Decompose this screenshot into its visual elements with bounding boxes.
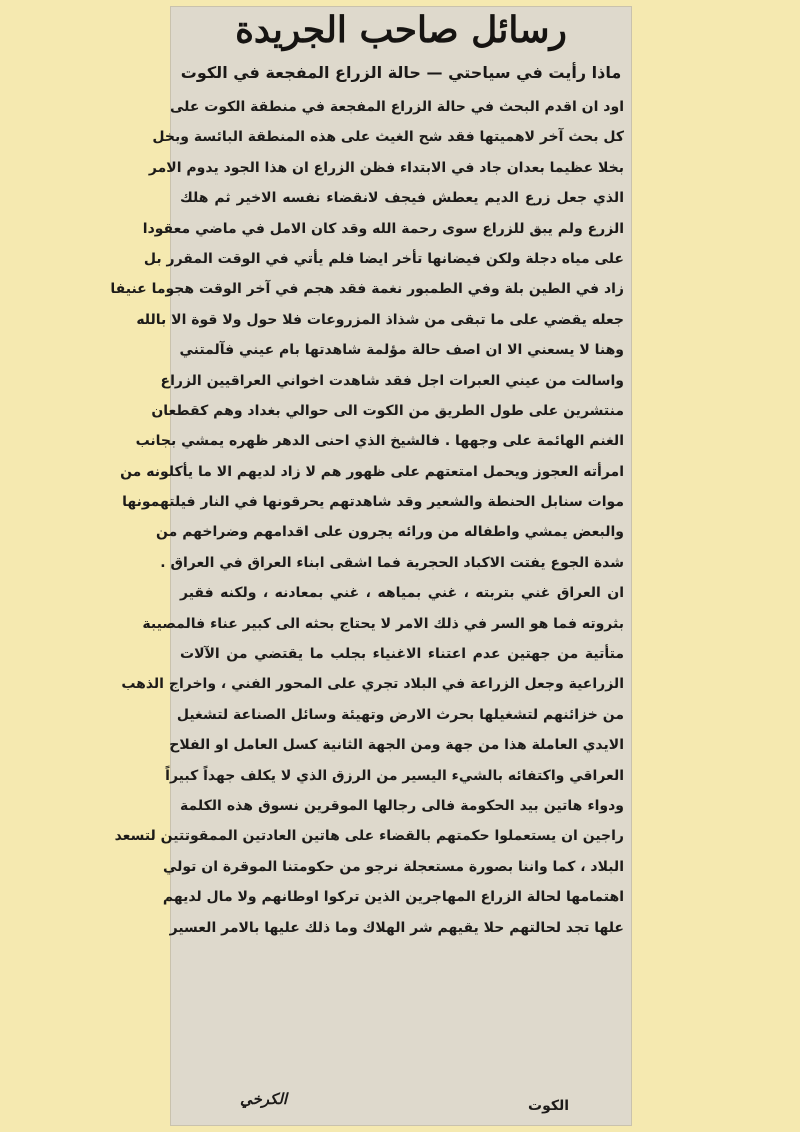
article-line: راجين ان يستعملوا حكمتهم بالقضاء على هاتين العادتين الممقوتتين لتسعد (114, 828, 624, 845)
article-line: واسالت من عيني العبرات اجل فقد شاهدت اخواني العراقيين الزراع (160, 372, 624, 389)
article-line: ان العراق غني بتربته ، غني بمياهه ، غني بمعادنه ، ولكنه فقير (180, 585, 624, 602)
article-body (110, 92, 624, 943)
author-signature: الكرخي (240, 1090, 288, 1108)
article-line: العراقي واكتفائه بالشيء اليسير من الرزق الذي لا يكلف جهداً كبيراً (165, 767, 624, 784)
article-line: والبعض يمشي واطفاله من ورائه يجرون على اقدامهم وضراخهم من (156, 524, 624, 541)
article-subtitle: ماذا رأيت في سياحتي — حالة الزراع المفجعة في الكوت (180, 63, 622, 82)
article-line: الذي جعل زرع الديم يعطش فيجف لانقضاء نفسه الاخير ثم هلك (180, 190, 624, 207)
article-line: موات سنابل الحنطة والشعير وقد شاهدتهم يحرقونها في النار فيلتهمونها (122, 494, 624, 511)
article-title: رسائل صاحب الجريدة (235, 9, 567, 51)
article-line: منتشرين على طول الطريق من الكوت الى حوالي بغداد وهم كقطعان (151, 402, 624, 419)
article-line: الزرع ولم يبق للزراع سوى رحمة الله وقد كان الامل في ماضي معقودا (142, 220, 624, 237)
article-signoff (180, 1070, 624, 1120)
article-line: زاد في الطين بلة وفي الطمبور نغمة فقد هجم في آخر الوقت هجوما عنيفا (110, 281, 624, 298)
article-line: جعله يقضي على ما تبقى من شذاذ المزروعات فلا حول ولا قوة الا بالله (136, 311, 624, 328)
article-line: البلاد ، كما واننا بصورة مستعجلة نرجو من حكومتنا الموقرة ان تولي (162, 858, 624, 875)
article-line: علها تجد لحالتهم حلا يقيهم شر الهلاك وما ذلك عليها بالامر العسير (169, 919, 624, 936)
article-line: ودواء هاتين بيد الحكومة فالى رجالها الموقرين نسوق هذه الكلمة (180, 797, 624, 814)
article-line: اهتمامها لحالة الزراع المهاجرين الذين تركوا اوطانهم ولا مال لديهم (162, 889, 624, 906)
article-line: الزراعية وجعل الزراعة في البلاد تجري على المحور الفني ، واخراج الذهب (121, 676, 624, 693)
article-line: اود ان اقدم البحث في حالة الزراع المفجعة في منطقة الكوت على (169, 99, 624, 115)
article-line: شدة الجوع يفتت الاكباد الحجرية فما اشقى ابناء العراق في العراق . (160, 554, 624, 571)
article-line: من خزائنهم لتشغيلها بحرث الارض وتهيئة وسائل الصناعة لتشغيل (176, 706, 624, 723)
place-name: الكوت (528, 1098, 570, 1114)
article-line: امرأته العجوز ويحمل امتعتهم على ظهور هم لا زاد لديهم الا ما يأكلونه من (120, 463, 624, 480)
article-line: الايدي العاملة هذا من جهة ومن الجهة الثانية كسل العامل او الفلاح (169, 737, 624, 754)
article-line: الغنم الهائمة على وجهها . فالشيخ الذي احنى الدهر ظهره يمشي بجانب (135, 433, 624, 450)
article-line: متأتية من جهتين عدم اعتناء الاغنياء بجلب ما يقتضي من الآلات (180, 646, 624, 663)
article-line: كل بحث آخر لاهميتها فقد شح الغيث على هذه المنطقة البائسة وبخل (152, 129, 624, 146)
article-line: بثروته فما هو السر في ذلك الامر لا يحتاج بحثه الى كبير عناء فالمصيبة (142, 615, 624, 632)
article-line: وهنا لا يسعني الا ان اصف حالة مؤلمة شاهدتها بام عيني فآلمتني (179, 342, 624, 359)
article-line: على مياه دجلة ولكن فيضانها تأخر ايضا فلم يأتي في الوقت المقرر بل (143, 250, 624, 267)
article-line: بخلا عظيما بعدان جاد في الابتداء فظن الزراع ان هذا الجود يدوم الامر (148, 159, 624, 176)
